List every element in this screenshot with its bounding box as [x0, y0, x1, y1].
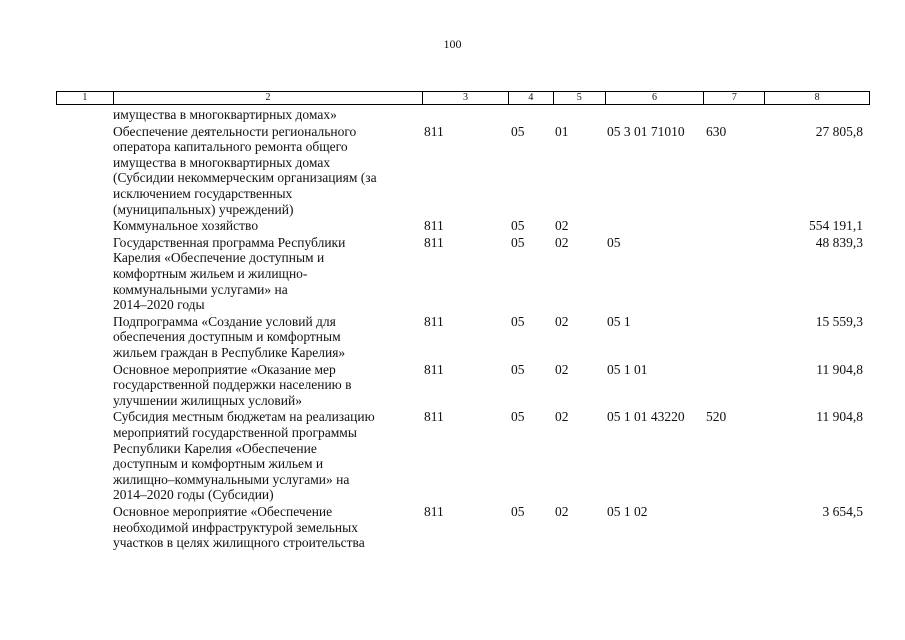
row-name	[113, 107, 413, 123]
header-col-3: 3	[423, 92, 509, 104]
row-name-line: Основное мероприятие «Обеспечение	[113, 504, 333, 519]
row-name-line: мероприятий государственной программы	[113, 424, 357, 440]
header-col-6: 6	[606, 92, 705, 104]
row-name	[113, 409, 413, 503]
header-col-7: 7	[704, 92, 765, 104]
row-name-line: (Субсидии некоммерческим организациям (за	[113, 170, 377, 186]
amount: 27 805,8	[815, 123, 863, 139]
ministry-code: 811	[424, 409, 444, 425]
subsection-code: 02	[555, 361, 569, 377]
row-name	[113, 218, 413, 234]
header-col-4: 4	[509, 92, 554, 104]
section-code: 05	[511, 234, 525, 250]
expense-type-code: 520	[706, 409, 727, 425]
row-name-line: Коммунальное хозяйство	[113, 218, 259, 234]
row-name-line: Субсидия местным бюджетам на реализацию	[113, 409, 375, 425]
row-name-line: Государственная программа Республики	[113, 234, 346, 250]
header-col-2: 2	[114, 92, 423, 104]
section-code: 05	[511, 361, 525, 377]
header-col-1: 1	[57, 92, 114, 104]
section-code: 05	[511, 504, 525, 519]
row-name-line: жильем граждан в Республике Карелия»	[113, 344, 346, 360]
row-name-line: Основное мероприятие «Оказание мер	[113, 361, 336, 377]
section-code: 05	[511, 313, 525, 329]
ministry-code: 811	[424, 218, 444, 234]
ministry-code: 811	[424, 234, 444, 250]
amount: 3 654,5	[822, 504, 863, 519]
row-name-line: доступным и комфортным жильем и	[113, 456, 324, 472]
target-article-code: 05 1 01 43220	[607, 409, 685, 425]
ministry-code: 811	[424, 123, 444, 139]
section-code: 05	[511, 409, 525, 425]
amount: 11 904,8	[816, 409, 863, 425]
row-name-line: комфортным жильем и жилищно-	[113, 265, 308, 281]
row-name-line: государственной поддержки населению в	[113, 377, 352, 393]
amount: 15 559,3	[815, 313, 863, 329]
row-name-line: Подпрограмма «Создание условий для	[113, 313, 336, 329]
target-article-code: 05	[607, 234, 621, 250]
subsection-code: 02	[555, 409, 569, 425]
ministry-code: 811	[424, 313, 444, 329]
row-name-line: жилищно–коммунальными услугами» на	[113, 471, 350, 487]
header-col-5: 5	[554, 92, 606, 104]
target-article-code: 05 1	[607, 313, 631, 329]
subsection-code: 02	[555, 234, 569, 250]
row-name-line: 2014–2020 годы	[113, 297, 205, 313]
row-name	[113, 235, 413, 313]
page-number: 100	[443, 37, 462, 51]
row-name-line: (муниципальных) учреждений)	[113, 201, 294, 217]
amount: 11 904,8	[816, 361, 863, 377]
amount: 554 191,1	[809, 218, 863, 234]
target-article-code: 05 1 02	[607, 504, 648, 519]
row-name	[113, 504, 413, 551]
ministry-code: 811	[424, 504, 444, 519]
row-name	[113, 124, 413, 218]
row-name-line: имущества в многоквартирных домах	[113, 154, 331, 170]
table-header	[56, 91, 870, 105]
header-col-8: 8	[814, 92, 820, 103]
row-name-line: Республики Карелия «Обеспечение	[113, 440, 317, 456]
target-article-code: 05 1 01	[607, 361, 648, 377]
row-name-line: оператора капитального ремонта общего	[113, 139, 348, 155]
expense-type-code: 630	[706, 123, 727, 139]
subsection-code: 02	[555, 218, 569, 234]
subsection-code: 02	[555, 313, 569, 329]
row-name-line: имущества в многоквартирных домах»	[113, 107, 337, 122]
section-code: 05	[511, 123, 525, 139]
section-code: 05	[511, 218, 525, 234]
row-name-line: участков в целях жилищного строительства	[113, 535, 365, 551]
subsection-code: 01	[555, 123, 569, 139]
row-name-line: 2014–2020 годы (Субсидии)	[113, 487, 274, 503]
subsection-code: 02	[555, 504, 569, 519]
target-article-code: 05 3 01 71010	[607, 123, 685, 139]
row-name-line: Обеспечение деятельности регионального	[113, 123, 357, 139]
ministry-code: 811	[424, 361, 444, 377]
row-name-line: исключением государственных	[113, 185, 293, 201]
row-name	[113, 314, 413, 361]
row-name-line: Карелия «Обеспечение доступным и	[113, 250, 325, 266]
row-name-line: обеспечения доступным и комфортным	[113, 329, 341, 345]
row-name-line: улучшении жилищных условий»	[113, 392, 302, 408]
amount: 48 839,3	[815, 234, 863, 250]
row-name	[113, 362, 413, 409]
row-name-line: коммунальными услугами» на	[113, 281, 288, 297]
row-name-line: необходимой инфраструктурой земельных	[113, 519, 358, 535]
